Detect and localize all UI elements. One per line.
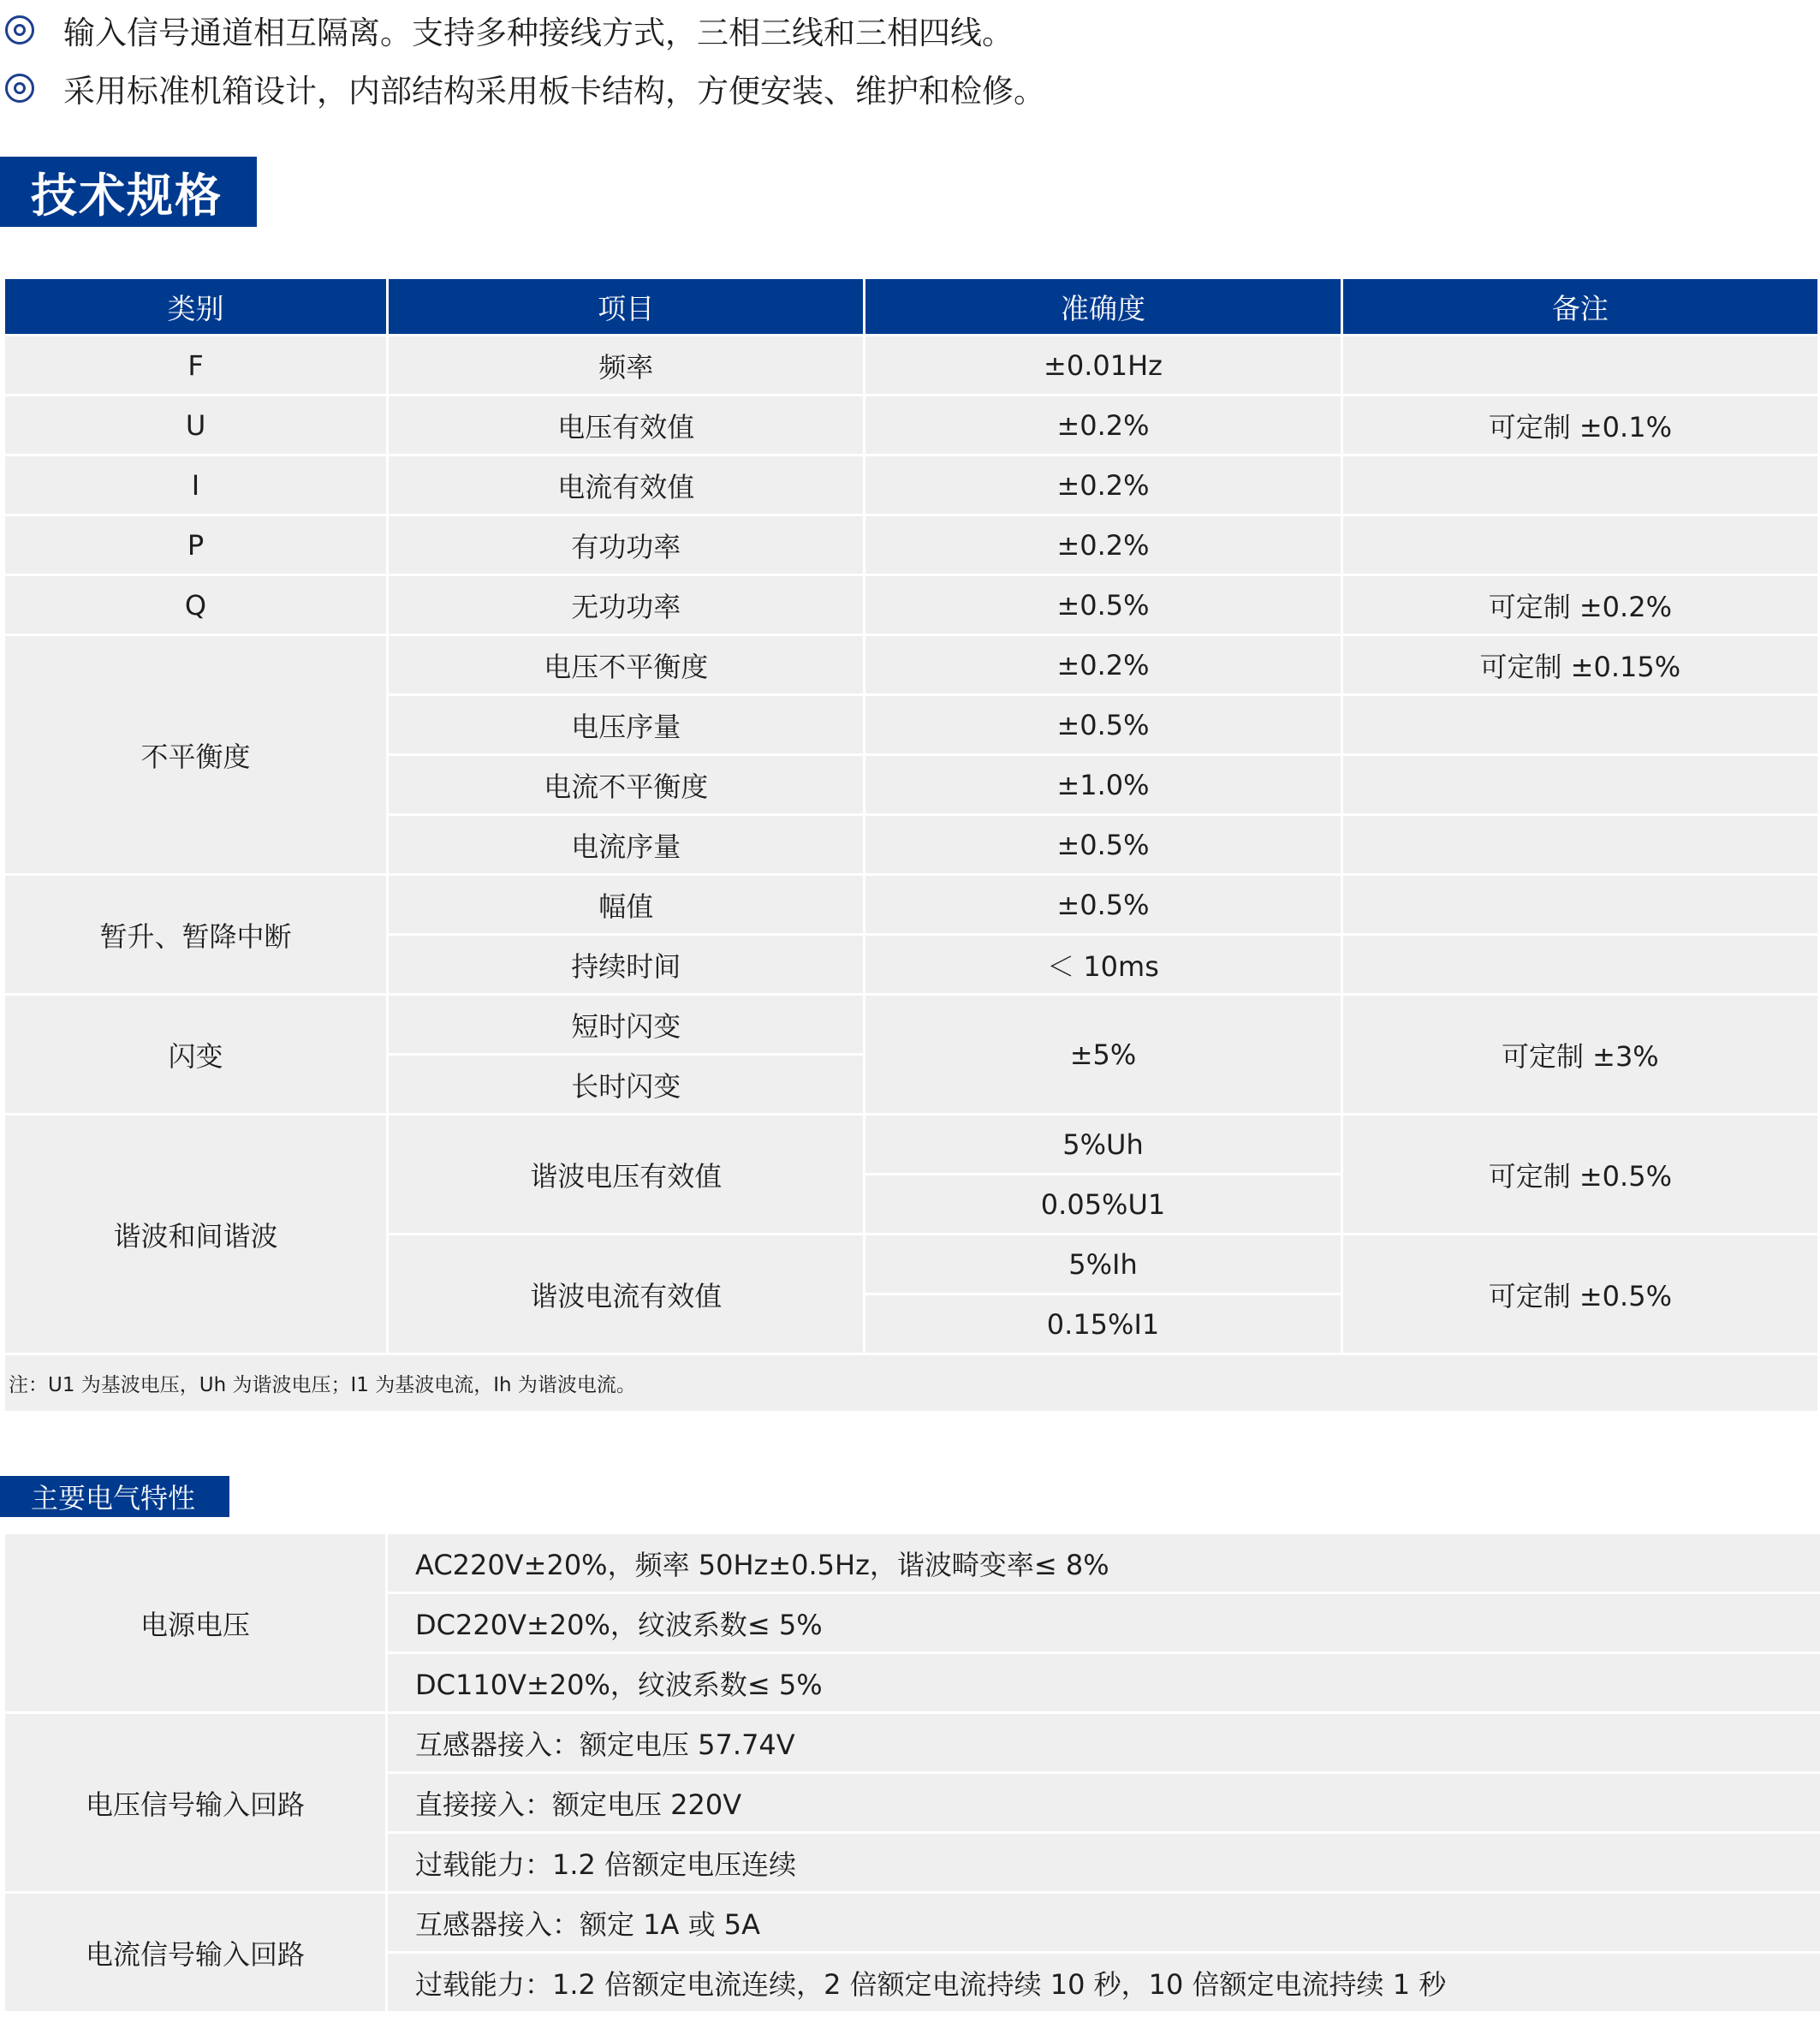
note-cell: 可定制 ±0.1% xyxy=(1343,396,1817,454)
value-cell: 过载能力：1.2 倍额定电流连续，2 倍额定电流持续 10 秒，10 倍额定电流持续 1 秒 xyxy=(388,1954,1820,2011)
value-cell: DC220V±20%，纹波系数≤ 5% xyxy=(388,1594,1820,1651)
accuracy-cell: ±0.01Hz xyxy=(865,336,1340,394)
table-row xyxy=(5,576,1817,634)
accuracy-cell: 5%Uh xyxy=(865,1116,1340,1173)
accuracy-cell: ±0.5% xyxy=(865,696,1340,753)
accuracy-cell: 5%Ih xyxy=(865,1235,1340,1293)
section-title-spec: 技术规格 xyxy=(0,157,257,227)
section-title-electrical: 主要电气特性 xyxy=(0,1476,229,1517)
accuracy-cell: ±0.2% xyxy=(865,516,1340,574)
item-cell: 幅值 xyxy=(389,876,863,933)
category-cell: Q xyxy=(5,576,386,634)
accuracy-cell: 0.15%I1 xyxy=(865,1295,1340,1353)
note-cell: 可定制 ±3% xyxy=(1343,996,1817,1113)
note-cell: 可定制 ±0.5% xyxy=(1343,1235,1817,1353)
category-cell: U xyxy=(5,396,386,454)
table-footnote: 注：U1 为基波电压，Uh 为谐波电压；I1 为基波电流，Ih 为谐波电流。 xyxy=(5,1355,1817,1411)
double-circle-icon xyxy=(5,74,34,103)
category-cell: F xyxy=(5,336,386,394)
accuracy-cell: ±5% xyxy=(865,996,1340,1113)
note-cell xyxy=(1343,696,1817,753)
accuracy-cell: ±0.2% xyxy=(865,456,1340,514)
table-row xyxy=(5,636,1817,693)
item-cell: 电流序量 xyxy=(389,816,863,873)
table-row xyxy=(5,1534,1820,1592)
table-row xyxy=(5,1714,1820,1771)
column-header: 准确度 xyxy=(865,279,1340,334)
feature-item xyxy=(0,0,1014,60)
category-cell: 闪变 xyxy=(5,996,386,1113)
category-cell: 电流信号输入回路 xyxy=(5,1894,385,2011)
value-cell: AC220V±20%，频率 50Hz±0.5Hz，谐波畸变率≤ 8% xyxy=(388,1534,1820,1592)
category-cell: 谐波和间谐波 xyxy=(5,1116,386,1353)
table-row xyxy=(5,1116,1817,1173)
category-cell: P xyxy=(5,516,386,574)
note-cell xyxy=(1343,816,1817,873)
category-cell: I xyxy=(5,456,386,514)
note-cell xyxy=(1343,516,1817,574)
feature-text: 输入信号通道相互隔离。支持多种接线方式，三相三线和三相四线。 xyxy=(63,15,1014,51)
category-cell: 电压信号输入回路 xyxy=(5,1714,385,1891)
item-cell: 电压不平衡度 xyxy=(389,636,863,693)
column-header: 类别 xyxy=(5,279,386,334)
accuracy-cell: 0.05%U1 xyxy=(865,1175,1340,1233)
accuracy-cell: ±0.5% xyxy=(865,876,1340,933)
double-circle-icon xyxy=(5,15,34,45)
table-row xyxy=(5,1894,1820,1951)
value-cell: 互感器接入：额定电压 57.74V xyxy=(388,1714,1820,1771)
accuracy-cell: ＜ 10ms xyxy=(865,936,1340,993)
item-cell: 无功功率 xyxy=(389,576,863,634)
note-cell xyxy=(1343,456,1817,514)
table-row xyxy=(5,876,1817,933)
note-cell xyxy=(1343,756,1817,813)
item-cell: 有功功率 xyxy=(389,516,863,574)
category-cell: 暂升、暂降中断 xyxy=(5,876,386,993)
category-cell: 不平衡度 xyxy=(5,636,386,873)
value-cell: 直接接入：额定电压 220V xyxy=(388,1774,1820,1831)
item-cell: 电流不平衡度 xyxy=(389,756,863,813)
column-header: 项目 xyxy=(389,279,863,334)
accuracy-cell: ±0.5% xyxy=(865,816,1340,873)
item-cell: 频率 xyxy=(389,336,863,394)
table-row xyxy=(5,516,1817,574)
accuracy-cell: ±0.2% xyxy=(865,636,1340,693)
table-footnote-row xyxy=(5,1355,1817,1411)
feature-item xyxy=(0,58,1045,118)
item-cell: 长时闪变 xyxy=(389,1056,863,1113)
item-cell: 短时闪变 xyxy=(389,996,863,1053)
note-cell: 可定制 ±0.2% xyxy=(1343,576,1817,634)
note-cell: 可定制 ±0.15% xyxy=(1343,636,1817,693)
category-cell: 电源电压 xyxy=(5,1534,385,1711)
value-cell: DC110V±20%，纹波系数≤ 5% xyxy=(388,1654,1820,1711)
accuracy-cell: ±1.0% xyxy=(865,756,1340,813)
table-row xyxy=(5,996,1817,1053)
value-cell: 过载能力：1.2 倍额定电压连续 xyxy=(388,1834,1820,1891)
item-cell: 电压有效值 xyxy=(389,396,863,454)
table-row xyxy=(5,336,1817,394)
table-row xyxy=(5,396,1817,454)
column-header: 备注 xyxy=(1343,279,1817,334)
item-cell: 谐波电流有效值 xyxy=(389,1235,863,1353)
note-cell xyxy=(1343,936,1817,993)
table-header-row xyxy=(5,279,1817,334)
item-cell: 谐波电压有效值 xyxy=(389,1116,863,1233)
item-cell: 电流有效值 xyxy=(389,456,863,514)
item-cell: 持续时间 xyxy=(389,936,863,993)
feature-text: 采用标准机箱设计，内部结构采用板卡结构，方便安装、维护和检修。 xyxy=(63,73,1045,110)
electrical-table xyxy=(3,1532,1820,2014)
item-cell: 电压序量 xyxy=(389,696,863,753)
note-cell xyxy=(1343,876,1817,933)
table-row xyxy=(5,456,1817,514)
accuracy-cell: ±0.5% xyxy=(865,576,1340,634)
value-cell: 互感器接入：额定 1A 或 5A xyxy=(388,1894,1820,1951)
accuracy-cell: ±0.2% xyxy=(865,396,1340,454)
note-cell xyxy=(1343,336,1817,394)
note-cell: 可定制 ±0.5% xyxy=(1343,1116,1817,1233)
spec-table xyxy=(3,277,1820,1413)
